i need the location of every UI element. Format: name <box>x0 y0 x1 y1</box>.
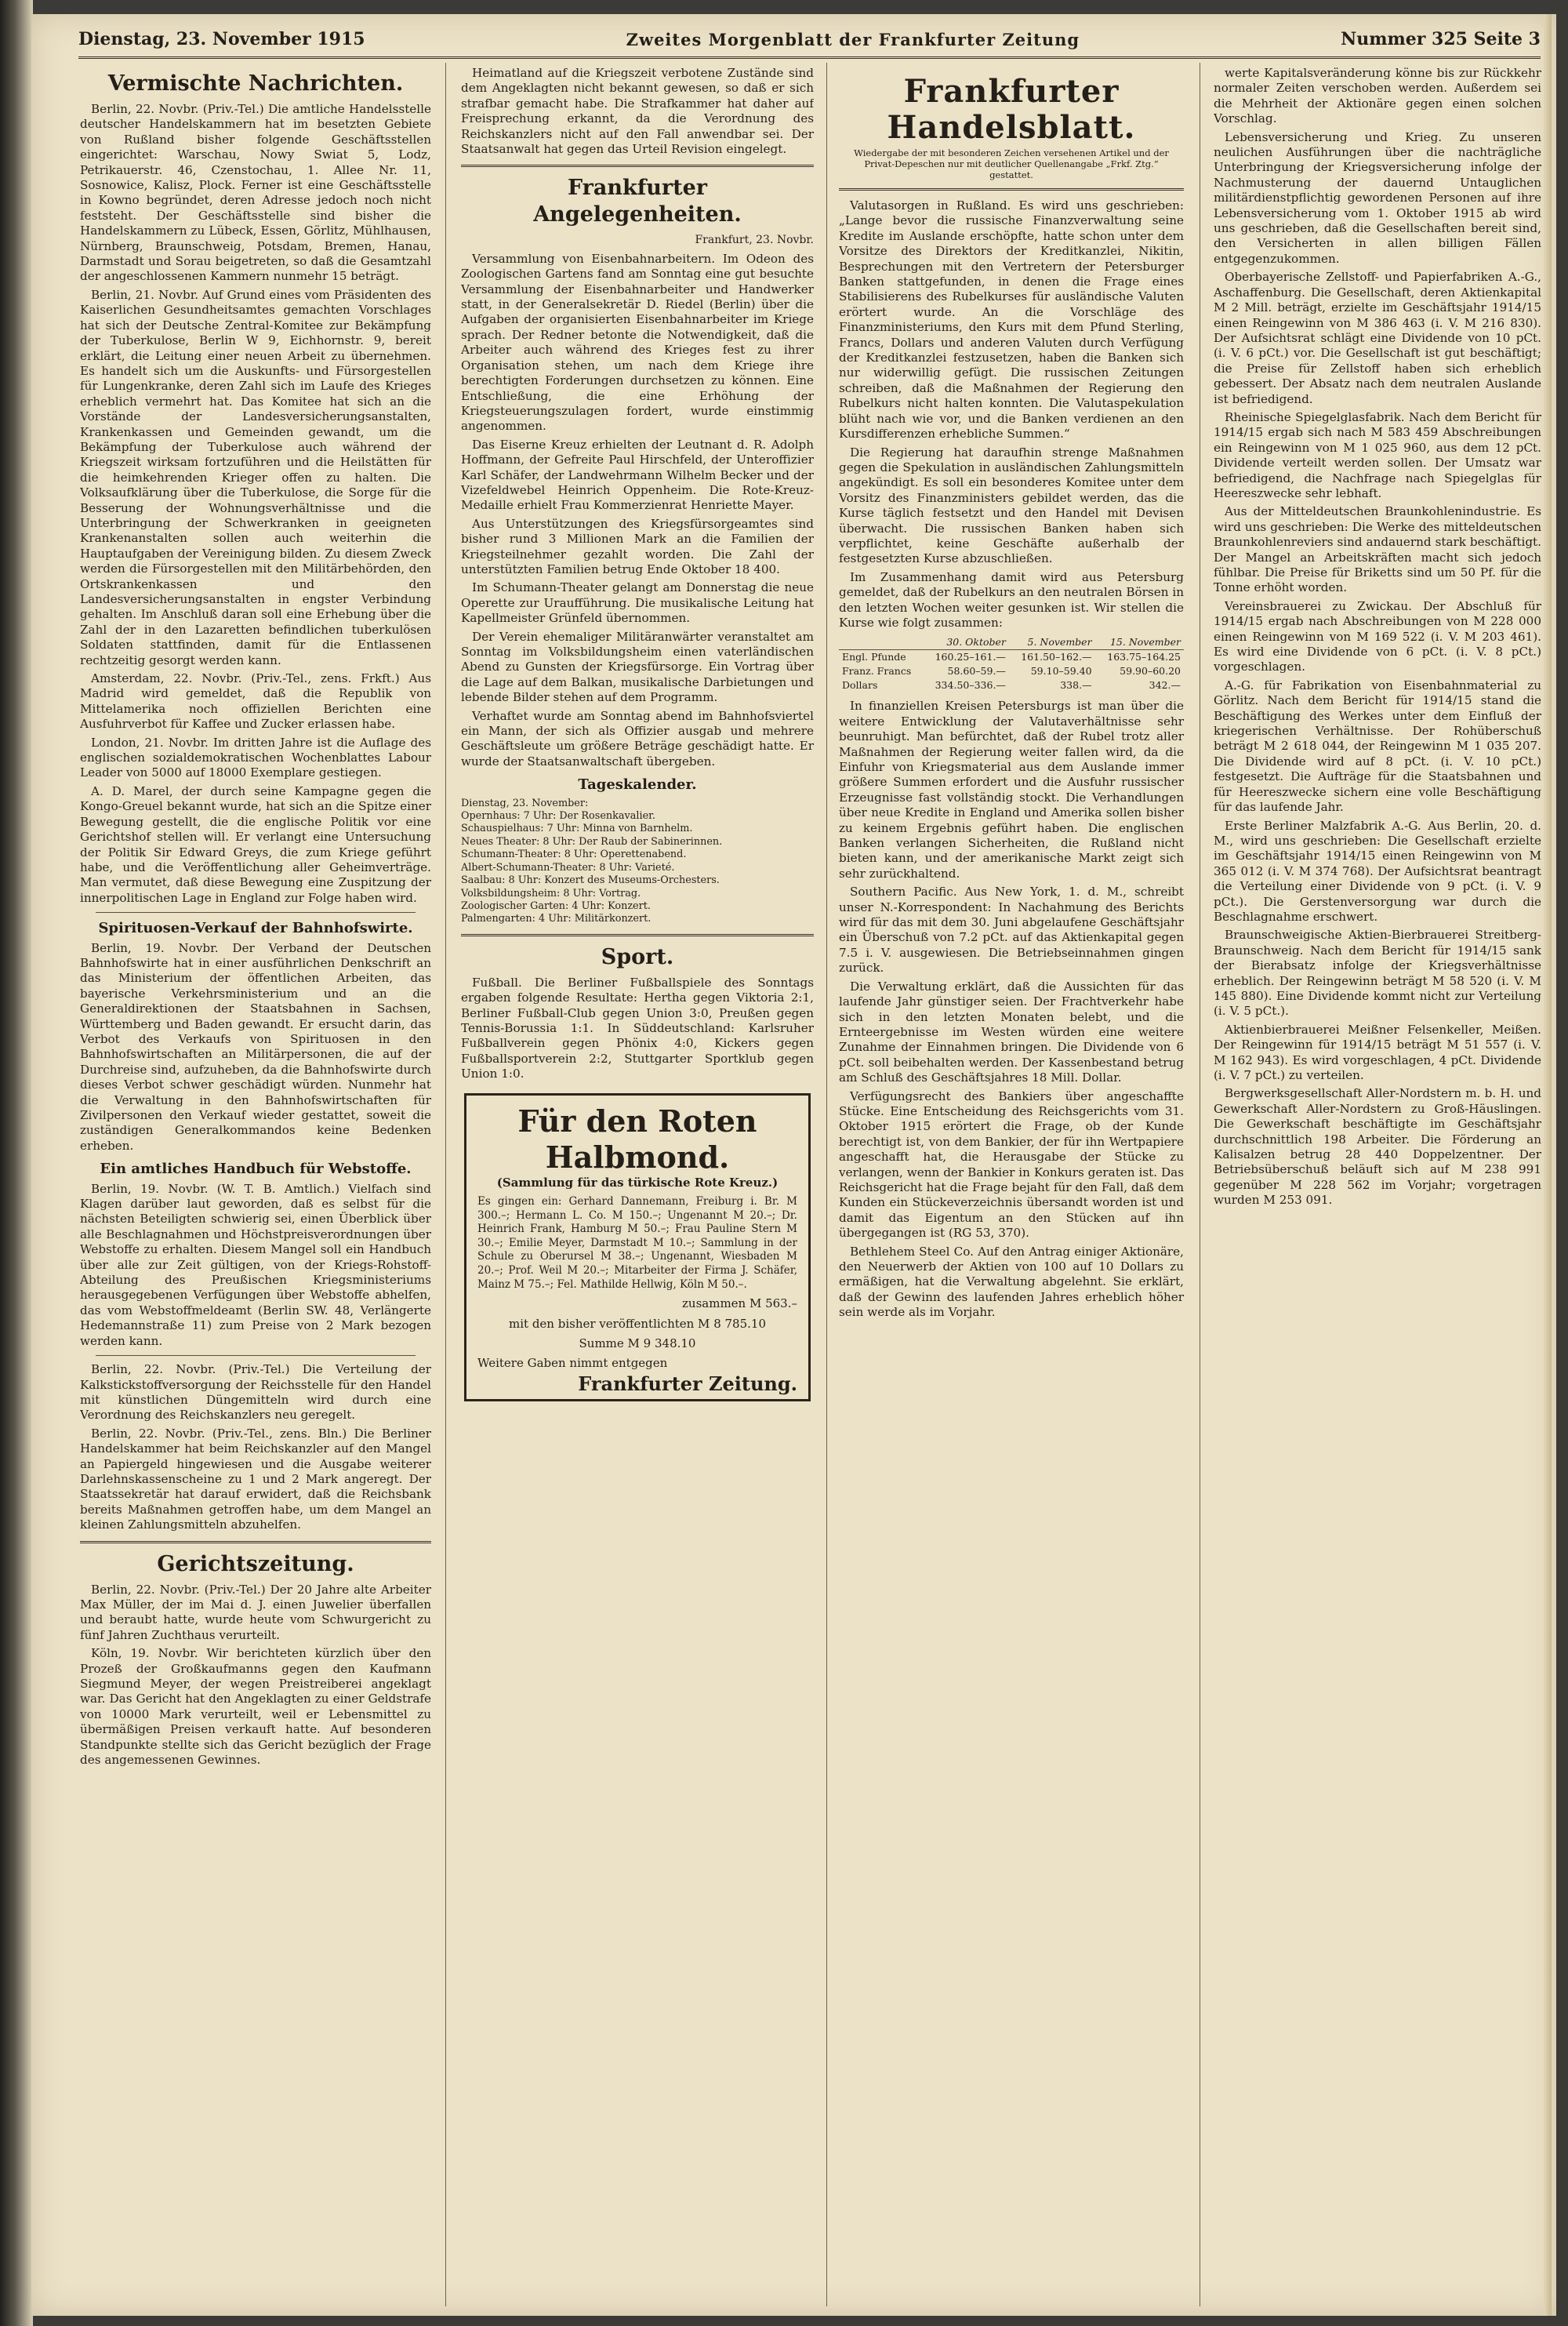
section-title-sport: Sport. <box>601 944 674 969</box>
article-paragraph: Berlin, 22. Novbr. (Priv.-Tel.) Die Verteilung der Kalkstickstoffversorgung der Reichsstelle für den Handel mit künstlichen Düngemitteln wird durch eine Verordnung des Reichskanzlers neu geregelt. <box>80 1362 431 1423</box>
table-header: 5. November <box>1009 635 1095 650</box>
section-title-gerichtszeitung: Gerichtszeitung. <box>157 1551 354 1576</box>
page-edge <box>1544 14 1552 2316</box>
calendar-line: Volksbildungsheim: 8 Uhr: Vortrag. <box>461 887 641 900</box>
table-cell: Dollars <box>842 679 878 692</box>
article-paragraph: Das Eiserne Kreuz erhielten der Leutnant d. R. Adolph Hoffmann, der Gefreite Paul Hirschfeld, der Unteroffizier Karl Schäfer, der Landwehrmann Wilhelm Becker und der Vizefeldwebel Heinrich Oppenheim. Die Rote-Kreuz-Medaille erhielt Frau Kommerzienrat Henriette Mayer. <box>461 437 814 513</box>
masthead-date: Dienstag, 23. November 1915 <box>78 29 365 49</box>
donation-previous: mit den bisher veröffentlichten M 8 785.10 <box>509 1316 766 1331</box>
table-row <box>839 650 1184 665</box>
article-paragraph: Amsterdam, 22. Novbr. (Priv.-Tel., zens. Frkft.) Aus Madrid wird gemeldet, daß die Republik von Mittelamerika noch offiziellen Berichten eine Ausfuhrverbot für Kaffee und Zucker erlassen habe. <box>80 671 431 732</box>
table-cell: 58.60–59.— <box>947 665 1006 678</box>
column-rule <box>826 63 827 2306</box>
section-title-handelsblatt: Frankfurter Handelsblatt. <box>887 73 1136 146</box>
table-cell: Engl. Pfunde <box>842 651 906 663</box>
article-paragraph: Aktienbierbrauerei Meißner Felsenkeller, Meißen. Der Reingewinn für 1914/15 beträgt M 51 557 (i. V. M 162 943). Es wird vorgeschlagen, 4 pCt. Dividende (i. V. 7 pCt.) zu verteilen. <box>1214 1022 1541 1082</box>
table-cell: Franz. Francs <box>842 665 912 678</box>
article-paragraph: Braunschweigische Aktien-Bierbrauerei Streitberg-Braunschweig. Nach dem Bericht für 1914/15 sank der Bierabsatz infolge der Kriegsverhältnisse erheblich. Der Reingewinn beträgt M 58 520 (i. V. M 145 880). Eine Dividende kommt nicht zur Verteilung (i. V. 5 pCt.). <box>1214 928 1541 1019</box>
calendar-line: Opernhaus: 7 Uhr: Der Rosenkavalier. <box>461 810 655 823</box>
donation-total: Summe M 9 348.10 <box>579 1336 696 1350</box>
divider <box>96 1355 416 1356</box>
article-paragraph: Aus der Mitteldeutschen Braunkohlenindustrie. Es wird uns geschrieben: Die Werke des mitteldeutschen Braunkohlenreviers sind andauernd stark beschäftigt. Der Mangel an Arbeitskräften macht sich jedoch fühlbar. Die Preise für Briketts sind um 50 Pf. für die Tonne erhöht worden. <box>1214 504 1541 595</box>
newspaper-page <box>31 14 1556 2316</box>
table-row <box>839 678 1184 692</box>
masthead-page-number: Nummer 325 Seite 3 <box>1341 29 1541 49</box>
article-paragraph: Southern Pacific. Aus New York, 1. d. M., schreibt unser N.-Korrespondent: In Nachahmung des Berichts wird für das mit dem 30. Juni abgelaufene Geschäftsjahr ein Überschuß von 7.2 pCt. auf das Aktienkapital gegen 7.5 i. V. ausgewiesen. Die Betriebseinnahmen gingen zurück. <box>839 885 1184 976</box>
calendar-line: Schumann-Theater: 8 Uhr: Operettenabend. <box>461 849 687 861</box>
reproduction-note: Wiedergabe der mit besonderen Zeichen versehenen Artikel und der Privat-Depeschen nur mit deutlicher Quellenangabe „Frkf. Ztg.“ gestattet. <box>854 147 1169 180</box>
donation-title: Für den Roten Halbmond. <box>517 1103 757 1175</box>
calendar-line: Zoologischer Garten: 4 Uhr: Konzert. <box>461 900 651 912</box>
article-paragraph: Berlin, 22. Novbr. (Priv.-Tel., zens. Bln.) Die Berliner Handelskammer hat beim Reichskanzler auf den Mangel an Papiergeld hingewiesen und die Ausgabe weiterer Darlehnskassenscheine zu 1 und 2 Mark angeregt. Der Staatssekretär hat darauf erwidert, daß die Reichsbank bereits Maßnahmen getroffen habe, um dem Mangel an kleinen Zahlungsmitteln abzuhelfen. <box>80 1426 431 1532</box>
article-paragraph: Die Verwaltung erklärt, daß die Aussichten für das laufende Jahr günstiger seien. Der Frachtverkehr habe sich in den letzten Monaten belebt, und die Ernteergebnisse im Westen würden eine weitere Zunahme der Einnahmen bringen. Die Dividende von 6 pCt. soll beibehalten werden. Der Kassenbestand betrug am Schluß des Geschäftsjahres 18 Mill. Dollar. <box>839 979 1184 1085</box>
divider <box>461 165 814 167</box>
table-header: 15. November <box>1095 635 1184 650</box>
article-paragraph: Rheinische Spiegelglasfabrik. Nach dem Bericht für 1914/15 ergab sich nach M 583 459 Abschreibungen ein Reingewinn von M 1 025 960, aus dem 12 pCt. Dividende verteilt werden sollen. Der Umsatz war befriedigend, die Nachfrage nach Spiegelglas für Heereszwecke sehr lebhaft. <box>1214 409 1541 500</box>
donation-subtotal: zusammen M 563.– <box>682 1296 797 1311</box>
table-cell: 160.25–161.— <box>935 651 1006 663</box>
article-paragraph: Berlin, 21. Novbr. Auf Grund eines vom Präsidenten des Kaiserlichen Gesundheitsamtes gemachten Vorschlages hat sich der Deutsche Zentral-Komitee zur Bekämpfung der Tuberkulose, Berlin W 9, Eichhornstr. 9, bereit erklärt, die Leitung einer neuen Arbeit zu übernehmen. Es handelt sich um die Auskunfts- und Fürsorgestellen für Lungenkranke, deren Zahl sich im Laufe des Krieges erheblich vermehrt hat. Das Komitee hat sich an die Vorstände der Landesversicherungsanstalten, Krankenkassen und Gemeinden gewandt, um die Bekämpfung der Tuberkulose auch während der Kriegszeit wirksam fortzuführen und die Heilstätten für die heimkehrenden Krieger offen zu halten. Die Volksaufklärung über die Tuberkulose, die Sorge für die Besserung der Wohnungsverhältnisse und die Unterbringung der Schwerkranken in geeigneten Krankenanstalten sollen auch weiterhin die Hauptaufgaben der Vereinigung bilden. Zu diesem Zweck werden die Fürsorgestellen mit den Militärbehörden, den Ortskrankenkassen und den Landesversicherungsanstalten in engster Verbindung gehalten. Im Anschluß daran soll eine Erhebung über die Zahl der in den Lazaretten befindlichen tuberkulösen Soldaten stattfinden, damit für die Entlassenen rechtzeitig gesorgt werden kann. <box>80 287 431 667</box>
subheading: Spirituosen-Verkauf der Bahnhofswirte. <box>98 920 413 937</box>
exchange-rate-table <box>839 635 1184 692</box>
article-paragraph: Valutasorgen in Rußland. Es wird uns geschrieben: „Lange bevor die russische Finanzverwaltung seine Kredite im Auslande erschöpfte, hatte schon unter dem Vorsitze des Direktors der Kreditkanzlei, Nikitin, Besprechungen mit den Vertretern der Petersburger Banken stattgefunden, in denen die Frage eines Stabilisierens des Rubelkurses für ausländische Valuten erörtert wurde. An die Vorschläge des Finanzministeriums, den Kurs mit dem Pfund Sterling, Francs, Dollars und anderen Valuten durch Verfügung der Kreditkanzlei festzusetzen, haben die Banken sich nur widerwillig gefügt. Die russischen Zeitungen schreiben, daß die Maßnahmen der Regierung den Rubelkurs nicht halten konnten. Die Valutaspekulation blüht nach wie vor, und die Banken verdienen an den Kursdifferenzen erhebliche Summen.“ <box>839 198 1184 442</box>
section-title-vermischte: Vermischte Nachrichten. <box>107 71 404 96</box>
calendar-line: Dienstag, 23. November: <box>461 797 589 809</box>
article-paragraph: Berlin, 22. Novbr. (Priv.-Tel.) Die amtliche Handelsstelle deutscher Handelskammern hat im besetzten Gebiete von Rußland bisher folgende Geschäftsstellen eingerichtet: Warschau, Nowy Swiat 5, Lodz, Petrikauerstr. 46, Czenstochau, 1. Allee Nr. 11, Sosnowice, Kalisz, Plock. Ferner ist eine Geschäftsstelle in Kowno begründet, deren Adresse jedoch noch nicht feststeht. Der Geschäftsstelle sind bisher die Handelskammern zu Lübeck, Essen, Görlitz, Mühlhausen, Nürnberg, Braunschweig, Potsdam, Bremen, Hanau, Darmstadt und Sorau beigetreten, so daß die Gesamtzahl der angeschlossenen Kammern nunmehr 15 beträgt. <box>80 102 431 284</box>
masthead-title: Zweites Morgenblatt der Frankfurter Zeitung <box>626 29 1080 49</box>
article-paragraph: Berlin, 19. Novbr. (W. T. B. Amtlich.) Vielfach sind Klagen darüber laut geworden, daß es selbst für die nächsten Beteiligten schwierig sei, einen Überblick über alle Beschlagnahmen und Höchstpreisverordnungen über Webstoffe zu erhalten. Diesem Mangel soll ein Handbuch über alle zur Zeit gültigen, von der Kriegs-Rohstoff-Abteilung des Preußischen Kriegsministeriums herausgegebenen Verfügungen über Webstoffe abhelfen, das vom Webstoffmeldeamt (Berlin SW. 48, Verlängerte Hedemannstraße 11) zum Preise von 2 Mark bezogen werden kann. <box>80 1181 431 1348</box>
article-paragraph: Versammlung von Eisenbahnarbeitern. Im Odeon des Zoologischen Gartens fand am Sonntag eine gut besuchte Versammlung der Eisenbahnarbeiter und Handwerker statt, in der Generalsekretär D. Riedel (Berlin) über die Aufgaben der organisierten Eisenbahnarbeiter im Kriege sprach. Der Redner betonte die Notwendigkeit, daß die Arbeiter auch während des Krieges fest zu ihrer Organisation stehen, um nach dem Kriege ihre berechtigten Forderungen durchsetzen zu können. Eine Entschließung, die eine Erhöhung der Kriegsteuerungszulagen fordert, wurde einstimmig angenommen. <box>461 251 814 434</box>
section-title-frankfurter: Frankfurter Angelegenheiten. <box>533 176 742 227</box>
article-paragraph: Im Schumann-Theater gelangt am Donnerstag die neue Operette zur Uraufführung. Die musikalische Leitung hat Kapellmeister Grünfeld übernommen. <box>461 580 814 626</box>
calendar-line: Saalbau: 8 Uhr: Konzert des Museums-Orchesters. <box>461 874 720 887</box>
table-cell: 163.75–164.25 <box>1107 651 1181 663</box>
table-cell: 59.10–59.40 <box>1030 665 1092 678</box>
article-paragraph: Lebensversicherung und Krieg. Zu unseren neulichen Ausführungen über die nachträgliche Unterbringung der Kriegsversicherung infolge der Nachmusterung der dauernd Untauglichen militärdienstpflichtig gewordenen Personen auf ihre Lebensversicherung vom 1. Oktober 1915 ab wird uns geschrieben, daß die Gesellschaften bereit sind, den Versicherten in allen billigen Fällen entgegenzukommen. <box>1214 129 1541 266</box>
day-calendar <box>461 798 814 926</box>
donation-list: Es gingen ein: Gerhard Dannemann, Freiburg i. Br. M 300.–; Hermann L. Co. M 150.–; Ungenannt M 20.–; Dr. Heinrich Frank, Hamburg M 50.–; Frau Pauline Stern M 30.–; Emilie Meyer, Darmstadt M 10.–; Sammlung in der Schule zu Oberursel M 38.–; Ungenannt, Wiesbaden M 20.–; Prof. Weil M 20.–; Mitarbeiter der Firma J. Schäfer, Mainz M 75.–; Fel. Mathilde Hellwig, Köln M 50.–. <box>477 1194 797 1291</box>
calendar-line: Palmengarten: 4 Uhr: Militärkonzert. <box>461 913 652 925</box>
book-binding <box>0 0 33 2326</box>
subheading: Ein amtliches Handbuch für Webstoffe. <box>100 1161 412 1178</box>
article-paragraph: werte Kapitalsveränderung könne bis zur Rückkehr normaler Zeiten verschoben werden. Außerdem sei die Mehrheit der Aktionäre gegen einen solchen Vorschlag. <box>1214 66 1541 126</box>
column-2 <box>461 66 814 2308</box>
divider <box>96 912 416 913</box>
article-paragraph: A.-G. für Fabrikation von Eisenbahnmaterial zu Görlitz. Nach dem Bericht für 1914/15 stand die Beschäftigung des Werkes unter dem Einfluß der kriegerischen Verhältnisse. Der Rohüberschuß beträgt M 2 618 044, der Reingewinn M 1 035 207. Die Dividende wird auf 8 pCt. (i. V. 10 pCt.) festgesetzt. Die Aufträge für die Staatsbahnen und für Heereszwecke sichern eine volle Beschäftigung für das laufende Jahr. <box>1214 678 1541 815</box>
column-1 <box>80 66 431 2308</box>
article-paragraph: Erste Berliner Malzfabrik A.-G. Aus Berlin, 20. d. M., wird uns geschrieben: Die Gesellschaft erzielte im Geschäftsjahr 1914/15 einen Reingewinn von M 365 012 (i. V. M 374 768). Der Aufsichtsrat beantragt die Verteilung einer Dividende von 9 pCt. (i. V. 9 pCt.). Die Gerstenversorgung war durch die Beschlagnahme erschwert. <box>1214 818 1541 924</box>
article-paragraph: Im Zusammenhang damit wird aus Petersburg gemeldet, daß der Rubelkurs an den neutralen Börsen in den letzten Wochen weiter gesunken ist. Wir stellen die Kurse wie folgt zusammen: <box>839 569 1184 630</box>
table-cell: 342.— <box>1149 679 1181 692</box>
masthead <box>78 22 1541 59</box>
divider <box>839 188 1184 191</box>
donation-signature: Frankfurter Zeitung. <box>578 1372 797 1395</box>
calendar-line: Albert-Schumann-Theater: 8 Uhr: Varieté. <box>461 861 675 874</box>
article-paragraph: In finanziellen Kreisen Petersburgs ist man über die weitere Entwicklung der Valutaverhältnisse sehr beunruhigt. Man befürchtet, daß der Rubel trotz aller Maßnahmen der Regierung weiter fallen wird, da die Einfuhr von Kriegsmaterial aus dem Auslande immer größere Summen erfordert und die Ausfuhr russischer Erzeugnisse fast vollständig stockt. Die Verhandlungen über neue Kredite in England und Amerika sollen bisher zu keinem Ergebnis geführt haben. Die englischen Banken verlangen Sicherheiten, die Rußland nicht bieten kann, und der amerikanische Markt zeigt sich sehr zurückhaltend. <box>839 699 1184 881</box>
article-paragraph: Berlin, 22. Novbr. (Priv.-Tel.) Der 20 Jahre alte Arbeiter Max Müller, der im Mai d. J. einen Juwelier überfallen und beraubt hatte, wurde heute vom Schwurgericht zu fünf Jahren Zuchthaus verurteilt. <box>80 1582 431 1642</box>
table-header-row <box>839 635 1184 650</box>
article-paragraph: Oberbayerische Zellstoff- und Papierfabriken A.-G., Aschaffenburg. Die Gesellschaft, deren Aktienkapital M 2 Mill. beträgt, erzielte im Geschäftsjahr 1914/15 einen Reingewinn von M 386 463 (i. V. M 216 830). Der Aufsichtsrat schlägt eine Dividende von 10 pCt. (i. V. 6 pCt.) vor. Die Gesellschaft ist gut beschäftigt; die Preise für Zellstoff haben sich erheblich gebessert. Der Absatz nach dem neutralen Auslande ist befriedigend. <box>1214 270 1541 406</box>
column-3 <box>839 66 1184 2308</box>
article-paragraph: Bethlehem Steel Co. Auf den Antrag einiger Aktionäre, den Neuerwerb der Aktien von 100 auf 10 Dollars zu ermäßigen, hat die Verwaltung abgelehnt. Sie erklärt, daß der Gewinn des laufenden Jahres erheblich höher sein werde als im Vorjahr. <box>839 1244 1184 1320</box>
dateline: Frankfurt, 23. Novbr. <box>695 234 814 247</box>
table-row <box>839 664 1184 678</box>
column-4 <box>1214 66 1541 2308</box>
article-paragraph: Vereinsbrauerei zu Zwickau. Der Abschluß für 1914/15 ergab nach Abschreibungen von M 228 000 einen Reingewinn von M 169 522 (i. V. M 203 461). Es wird eine Dividende von 6 pCt. (i. V. 8 pCt.) vorgeschlagen. <box>1214 598 1541 674</box>
calendar-line: Schauspielhaus: 7 Uhr: Minna von Barnhelm. <box>461 823 693 835</box>
article-paragraph: Bergwerksgesellschaft Aller-Nordstern m. b. H. und Gewerkschaft Aller-Nordstern zu Groß-Häuslingen. Die Gewerkschaft beschäftigte im Geschäftsjahr durchschnittlich 198 Arbeiter. Die Förderung an Kalisalzen betrug 28 440 Doppelzentner. Der Betriebsüberschuß beläuft sich auf M 238 991 gegenüber M 228 562 im Vorjahr; vorgetragen wurden M 253 091. <box>1214 1086 1541 1208</box>
donation-subtitle: (Sammlung für das türkische Rote Kreuz.) <box>496 1175 779 1190</box>
article-paragraph: Aus Unterstützungen des Kriegsfürsorgeamtes sind bisher rund 3 Millionen Mark an die Familien der Kriegsteilnehmer gezahlt worden. Die Zahl der unterstützten Familien betrug Ende Oktober 18 400. <box>461 516 814 576</box>
article-paragraph: Verhaftet wurde am Sonntag abend im Bahnhofsviertel ein Mann, der sich als Offizier ausgab und mehrere Geschäftsleute um größere Beträge geschädigt hatte. Er wurde der Staatsanwaltschaft übergeben. <box>461 708 814 769</box>
donation-box <box>464 1093 811 1402</box>
calendar-line: Neues Theater: 8 Uhr: Der Raub der Sabinerinnen. <box>461 835 723 848</box>
article-paragraph: Heimatland auf die Kriegszeit verbotene Zustände sind dem Angeklagten nicht bekannt gewesen, so daß er sich strafbar gemacht habe. Die Strafkammer hat daher auf Freisprechung erkannt, da die Verordnung des Reichskanzlers nicht auf den Fall anwendbar sei. Der Staatsanwalt hat gegen das Urteil Revision eingelegt. <box>461 66 814 157</box>
table-cell: 334.50–336.— <box>935 679 1006 692</box>
donation-more: Weitere Gaben nimmt entgegen <box>477 1356 668 1371</box>
table-header <box>839 635 923 650</box>
divider <box>461 934 814 936</box>
article-paragraph: Verfügungsrecht des Bankiers über angeschaffte Stücke. Eine Entscheidung des Reichsgerichts vom 31. Oktober 1915 erörtert die Frage, ob der Kunde berechtigt ist, von dem Bankier, der für ihn Wertpapiere angeschafft hat, die Herausgabe der Stücke zu verlangen, wenn der Bankier in Konkurs geraten ist. Das Reichsgericht hat die Frage bejaht für den Fall, daß dem Kunden ein Stückeverzeichnis übersandt worden ist und damit das Eigentum an den Stücken auf ihn übergegangen ist (RG 53, 370). <box>839 1088 1184 1241</box>
subheading: Tageskalender. <box>578 776 697 794</box>
column-rule <box>445 63 446 2306</box>
article-paragraph: Berlin, 19. Novbr. Der Verband der Deutschen Bahnhofswirte hat in einer ausführlichen Denkschrift an das Ministerium der öffentlichen Arbeiten, das bayerische Verkehrsministerium und an die Generaldirektionen der Staatsbahnen in Sachsen, Württemberg und Baden gewandt. Er ersucht darin, das Verbot des Verkaufs von Spirituosen in den Bahnhofswirtschaften an Militärpersonen, die auf der Durchreise sind, aufzuheben, da die Bahnhofswirte durch dieses Verbot schwer geschädigt würden. Nunmehr hat die Verwaltung in den Bahnhofswirtschaften für Zivilpersonen den Verkauf wieder gestattet, soweit die zuständigen Generalkommandos keine Bedenken erheben. <box>80 940 431 1153</box>
article-paragraph: London, 21. Novbr. Im dritten Jahre ist die Auflage des englischen sozialdemokratischen Wochenblattes Labour Leader von 5000 auf 18000 Exemplare gestiegen. <box>80 735 431 780</box>
table-header: 30. Oktober <box>923 635 1009 650</box>
article-paragraph: Die Regierung hat daraufhin strenge Maßnahmen gegen die Spekulation in ausländischen Zahlungsmitteln angekündigt. Es soll ein besonderes Komitee unter dem Vorsitz des Finanzministers gebildet werden, das die Kurse täglich festsetzt und den Handel mit Devisen überwacht. Die russischen Banken haben sich verpflichtet, keine Geschäfte außerhalb der festgesetzten Kurse abzuschließen. <box>839 445 1184 566</box>
table-cell: 161.50–162.— <box>1021 651 1092 663</box>
article-paragraph: Der Verein ehemaliger Militäranwärter veranstaltet am Sonntag im Volksbildungsheim einen vaterländischen Abend zu Gunsten der Kriegsfürsorge. Ein Vortrag über die Lage auf dem Balkan, musikalische Darbietungen und lebende Bilder stehen auf dem Programm. <box>461 629 814 705</box>
article-paragraph: A. D. Marel, der durch seine Kampagne gegen die Kongo-Greuel bekannt wurde, hat sich an die Spitze einer Bewegung gestellt, die die englische Politik vor eine Gerichtshof stellen will. Er verlangt eine Untersuchung der Politik Sir Edward Greys, die zum Kriege geführt habe, und die Veröffentlichung aller Geheimverträge. Man vermutet, daß diese Bewegung eine Zuspitzung der innerpolitischen Lage in England zur Folge haben wird. <box>80 783 431 905</box>
article-paragraph: Köln, 19. Novbr. Wir berichteten kürzlich über den Prozeß der Großkaufmanns gegen den Kaufmann Siegmund Meyer, der wegen Preistreiberei angeklagt war. Das Gericht hat den Angeklagten zu einer Geldstrafe von 10000 Mark verurteilt, weil er Lebensmittel zu übermäßigen Preisen verkauft hatte. Auf besonderen Standpunkte stellte sich das Gericht bezüglich der Frage des angemessenen Gewinnes. <box>80 1646 431 1768</box>
article-paragraph: Fußball. Die Berliner Fußballspiele des Sonntags ergaben folgende Resultate: Hertha gegen Viktoria 2:1, Berliner Fußball-Club gegen Union 3:0, Preußen gegen Tennis-Borussia 1:1. In Süddeutschland: Karlsruher Fußballverein gegen Phönix 4:0, Kickers gegen Fußballsportverein 2:2, Stuttgarter Sportklub gegen Union 1:0. <box>461 975 814 1081</box>
divider <box>80 1541 431 1543</box>
table-cell: 338.— <box>1060 679 1092 692</box>
table-cell: 59.90–60.20 <box>1120 665 1181 678</box>
